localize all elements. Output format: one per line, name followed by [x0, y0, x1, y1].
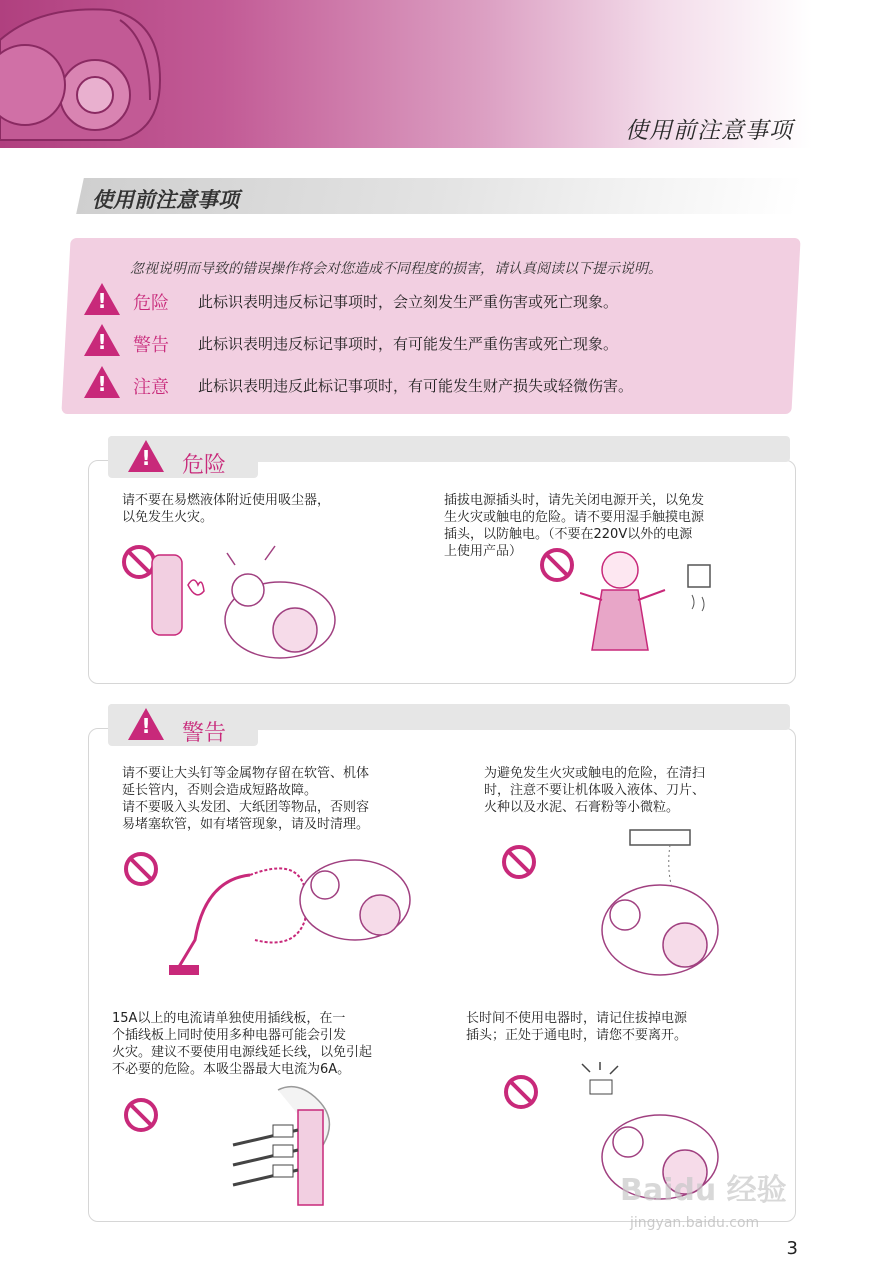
- vacuum-hose-illustration: [165, 840, 425, 1000]
- level-word-danger: 危险: [133, 293, 169, 314]
- text-line: 以免发生火灾。: [122, 510, 214, 525]
- vacuum-illustration: [0, 0, 180, 145]
- watermark-logo: Baidu 经验: [620, 1173, 787, 1208]
- text-line: 火灾。建议不要使用电源线延长线，以免引起: [112, 1045, 373, 1060]
- text-line: 生火灾或触电的危险。请不要用湿手触摸电源: [444, 510, 705, 525]
- text-line: 上使用产品）: [444, 544, 523, 559]
- text-line: 插头；正处于通电时，请您不要离开。: [466, 1028, 688, 1043]
- warning-triangle-icon: !: [128, 708, 164, 742]
- warning-triangle-icon: !: [84, 283, 120, 317]
- prohibition-icon: [502, 845, 536, 879]
- text-line: 火种以及水泥、石膏粉等小微粒。: [484, 800, 680, 815]
- prohibition-icon: [124, 852, 158, 886]
- text-line: 为避免发生火灾或触电的危险，在清扫: [484, 766, 706, 781]
- text-line: 时，注意不要让机体吸入液体、刀片、: [484, 783, 706, 798]
- text-line: 请不要吸入头发团、大纸团等物品，否则容: [122, 800, 370, 815]
- warning-item-1-text: [122, 765, 462, 833]
- danger-item-1-text: [122, 492, 442, 526]
- warning-triangle-icon: !: [128, 440, 164, 474]
- text-line: 15A以上的电流请单独使用插线板，在一: [112, 1011, 346, 1026]
- power-strip-illustration: [228, 1085, 358, 1210]
- text-line: 请不要在易燃液体附近使用吸尘器，: [122, 493, 331, 508]
- level-desc-caution: 此标识表明违反此标记事项时，有可能发生财产损失或轻微伤害。: [198, 377, 634, 395]
- wet-hands-illustration: [580, 545, 720, 675]
- text-line: 个插线板上同时使用多种电器可能会引发: [112, 1028, 347, 1043]
- prohibition-icon: [504, 1075, 538, 1109]
- vacuum-flammable-illustration: [130, 535, 370, 670]
- text-line: 插头，以防触电。（不要在220V以外的电源: [444, 527, 693, 542]
- intro-text: 忽视说明而导致的错误操作将会对您造成不同程度的损害，请认真阅读以下提示说明。: [130, 261, 662, 277]
- vacuum-water-illustration: [570, 820, 740, 990]
- warning-triangle-icon: !: [84, 324, 120, 358]
- page-number: 3: [786, 1238, 798, 1259]
- level-word-caution: 注意: [133, 377, 169, 398]
- danger-title: 危险: [182, 453, 227, 478]
- text-line: 插拔电源插头时，请先关闭电源开关，以免发: [444, 493, 705, 508]
- text-line: 不必要的危险。本吸尘器最大电流为6A。: [112, 1062, 351, 1077]
- watermark-url: jingyan.baidu.com: [630, 1215, 760, 1231]
- text-line: 请不要让大头钉等金属物存留在软管、机体: [122, 766, 370, 781]
- text-line: 长时间不使用电器时，请记住拔掉电源: [466, 1011, 688, 1026]
- warning-item-3-text: [112, 1010, 442, 1078]
- page-header-title: 使用前注意事项: [625, 118, 793, 144]
- prohibition-icon: [540, 548, 574, 582]
- prohibition-icon: [124, 1098, 158, 1132]
- warning-triangle-icon: !: [84, 366, 120, 400]
- text-line: 易堵塞软管，如有堵管现象，请及时清理。: [122, 817, 370, 832]
- section-title: 使用前注意事项: [92, 188, 239, 212]
- level-word-warning: 警告: [133, 335, 169, 356]
- warning-title: 警告: [182, 721, 227, 746]
- level-desc-danger: 此标识表明违反标记事项时，会立刻发生严重伤害或死亡现象。: [198, 293, 619, 311]
- warning-item-2-text: [484, 765, 784, 816]
- text-line: 延长管内，否则会造成短路故障。: [122, 783, 318, 798]
- level-desc-warning: 此标识表明违反标记事项时，有可能发生严重伤害或死亡现象。: [198, 335, 619, 353]
- warning-item-4-text: [466, 1010, 776, 1044]
